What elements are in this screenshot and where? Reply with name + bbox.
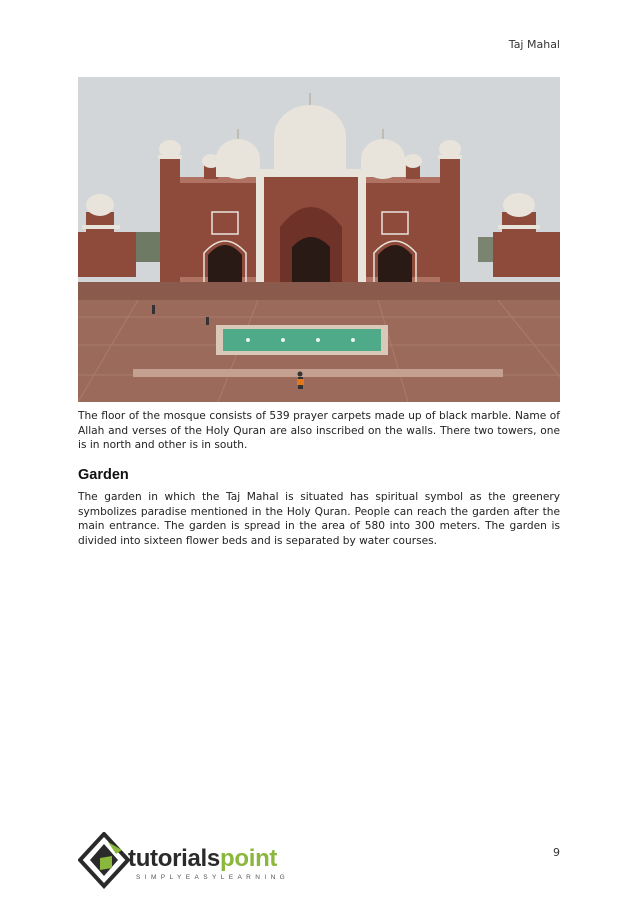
page-number: 9 bbox=[553, 846, 560, 859]
garden-heading: Garden bbox=[78, 467, 129, 483]
logo-wordmark bbox=[128, 845, 277, 873]
logo-word-point: point bbox=[219, 845, 278, 872]
logo-word-tutorials: tutorials bbox=[128, 845, 220, 872]
tutorialspoint-logo bbox=[78, 832, 288, 892]
logo-emblem-icon bbox=[78, 832, 134, 892]
page-header-title: Taj Mahal bbox=[508, 38, 560, 51]
mosque-photo bbox=[78, 77, 560, 402]
garden-paragraph: The garden in which the Taj Mahal is situated has spiritual symbol as the greenery symbolizes paradise mentioned in the Holy Quran. People can reach the garden after the main entrance. The garden is spread in the area of 580 into 300 meters. The garden is divided into sixteen flower beds and is separated by water courses. bbox=[78, 491, 560, 547]
mosque-floor-paragraph: The floor of the mosque consists of 539 prayer carpets made up of black marble. Name of Allah and verses of the Holy Quran are also inscribed on the walls. There two towers, one is in north and other is in south. bbox=[78, 410, 560, 452]
logo-tagline: SIMPLYEASYLEARNING bbox=[136, 874, 290, 881]
